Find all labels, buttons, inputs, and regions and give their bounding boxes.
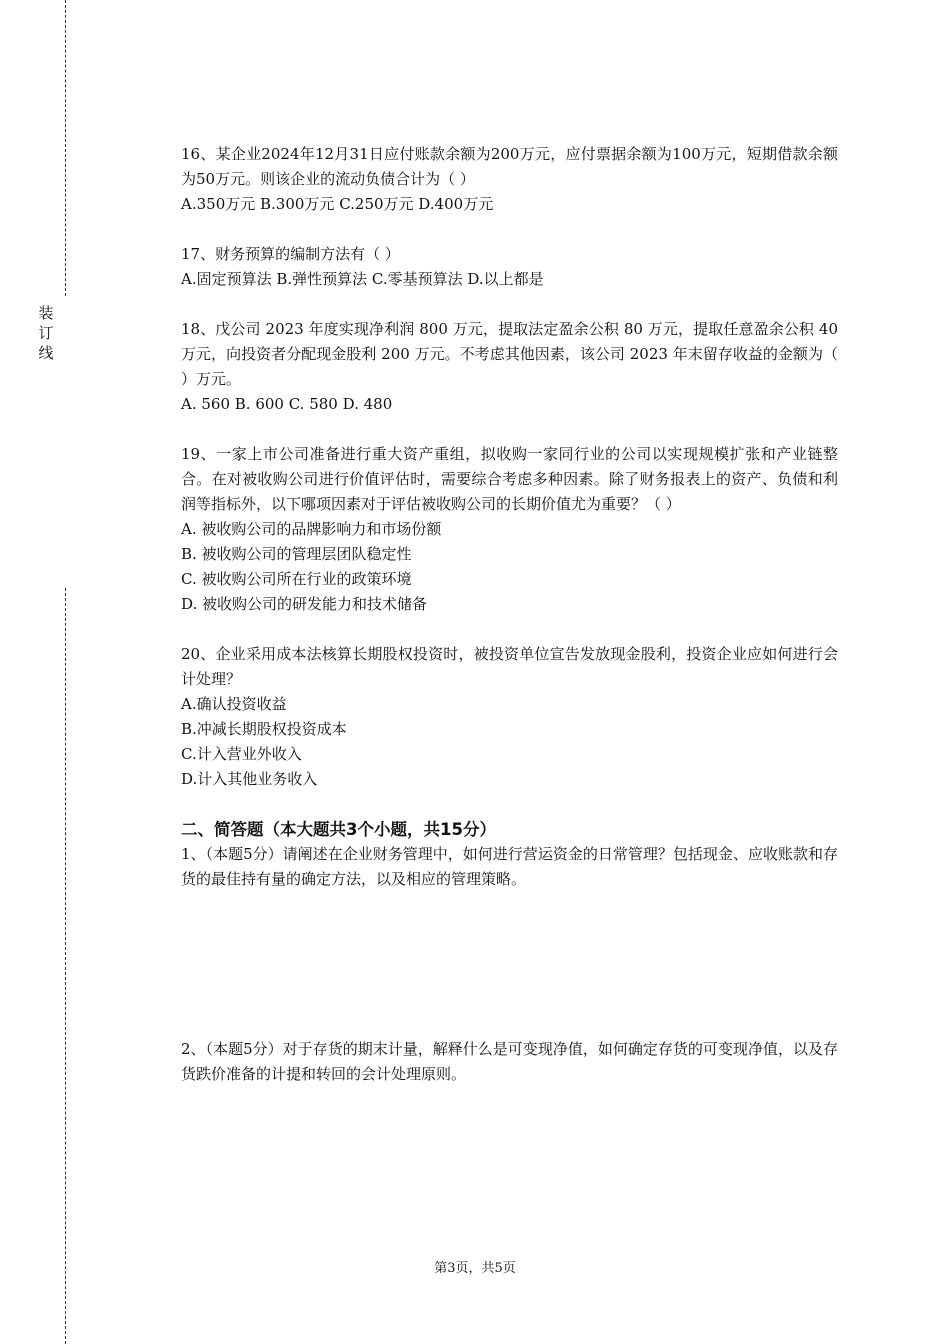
binding-dashed-line-top xyxy=(65,0,66,296)
page-footer: 第3页，共5页 xyxy=(434,1261,516,1276)
question-option-d: D. 被收购公司的研发能力和技术储备 xyxy=(181,595,428,613)
question-stem: 18、戊公司 2023 年度实现净利润 800 万元，提取法定盈余公积 80 万元，提取任意盈余公积 40 万元，向投资者分配现金股利 200 万元。不考虑其他因素，该公司 2023 年末留存收益的金额为（ ）万元。 xyxy=(181,320,838,388)
question-option-b: B. 被收购公司的管理层团队稳定性 xyxy=(181,545,412,563)
question-option-b: B.冲减长期股权投资成本 xyxy=(181,720,347,738)
question-20 xyxy=(181,642,838,792)
question-stem: 17、财务预算的编制方法有（ ） xyxy=(181,245,400,263)
question-stem: 19、一家上市公司准备进行重大资产重组，拟收购一家同行业的公司以实现规模扩张和产业链整合。在对被收购公司进行价值评估时，需要综合考虑多种因素。除了财务报表上的资产、负债和利润等指标外，以下哪项因素对于评估被收购公司的长期价值尤为重要？（ ） xyxy=(181,445,838,513)
question-16 xyxy=(181,142,838,217)
question-stem: 16、某企业2024年12月31日应付账款余额为200万元，应付票据余额为100万元，短期借款余额为50万元。则该企业的流动负债合计为（ ） xyxy=(181,145,838,188)
short-answer-question-1: 1、（本题5分）请阐述在企业财务管理中，如何进行营运资金的日常管理？包括现金、应收账款和存货的最佳持有量的确定方法，以及相应的管理策略。 xyxy=(181,845,838,888)
question-option-d: D.计入其他业务收入 xyxy=(181,770,318,788)
question-option-a: A. 被收购公司的品牌影响力和市场份额 xyxy=(181,520,442,538)
answer-space xyxy=(181,892,838,1037)
binding-char: 订 xyxy=(38,324,54,342)
question-stem: 20、企业采用成本法核算长期股权投资时，被投资单位宣告发放现金股利，投资企业应如何进行会计处理？ xyxy=(181,645,838,688)
binding-dashed-line-bottom xyxy=(65,588,66,1344)
exam-content xyxy=(181,142,838,1087)
section-title: 二、简答题（本大题共3个小题，共15分） xyxy=(181,820,496,839)
question-options: A.350万元 B.300万元 C.250万元 D.400万元 xyxy=(181,195,494,213)
question-option-c: C. 被收购公司所在行业的政策环境 xyxy=(181,570,412,588)
binding-char: 线 xyxy=(38,344,54,362)
question-option-a: A.确认投资收益 xyxy=(181,695,287,713)
binding-char: 装 xyxy=(38,304,54,322)
short-answer-question-2: 2、（本题5分）对于存货的期末计量，解释什么是可变现净值，如何确定存货的可变现净值，以及存货跌价准备的计提和转回的会计处理原则。 xyxy=(181,1040,838,1083)
question-option-c: C.计入营业外收入 xyxy=(181,745,302,763)
binding-line-label xyxy=(37,303,55,363)
question-options: A. 560 B. 600 C. 580 D. 480 xyxy=(181,395,393,413)
question-19 xyxy=(181,442,838,617)
question-18 xyxy=(181,317,838,417)
question-options: A.固定预算法 B.弹性预算法 C.零基预算法 D.以上都是 xyxy=(181,270,544,288)
question-17 xyxy=(181,242,838,292)
